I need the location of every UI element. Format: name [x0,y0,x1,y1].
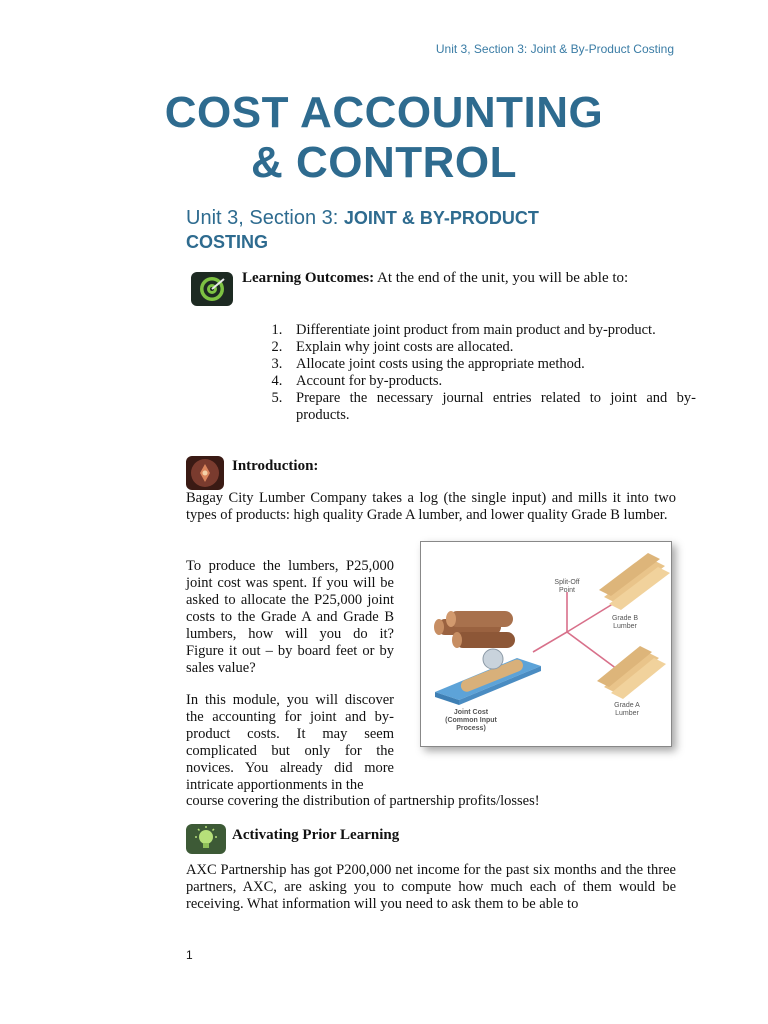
learning-outcomes-line [242,270,628,287]
joint-cost-figure [420,541,672,747]
split-off-label-1: Split-Off [554,579,580,586]
learning-outcomes-label: Learning Outcomes: [242,270,375,286]
introduction-heading: Introduction: [232,458,319,474]
list-item: 1. Differentiate joint product from main product and by-product. [286,322,696,339]
intro-paragraph-3: In this module, you will discover the accounting for joint and by-product costs. It may seem complicated but only for the novices. You already did more intricate apportionments in the [186,692,394,793]
list-item: 5. Prepare the necessary journal entries related to joint and by-products. [286,390,696,424]
introduction-icon [186,456,224,490]
list-item: 3. Allocate joint costs using the appropriate method. [286,356,696,373]
activating-paragraph: AXC Partnership has got P200,000 net income for the past six months and the three partners, AXC, are asking you to compute how much each of them would be receiving. What information will you need to ask them to be able to [186,862,676,912]
grade-b-label-2: Lumber [613,623,637,630]
intro-paragraph-1: Bagay City Lumber Company takes a log (the single input) and mills it into two types of products: high quality Grade A lumber, and lower quality Grade B lumber. [186,490,676,523]
page-title [0,88,768,188]
subtitle-bold-1: JOINT & BY-PRODUCT [343,208,539,228]
lightbulb-icon [186,824,226,854]
title-line-1: COST ACCOUNTING [164,88,604,137]
running-header: Unit 3, Section 3: Joint & By-Product Costing [435,42,674,56]
list-item: 4. Account for by-products. [286,373,696,390]
joint-cost-label-1: Joint Cost [453,709,489,716]
grade-b-label-1: Grade B [611,615,639,622]
section-subtitle [186,206,686,254]
learning-outcomes-text: At the end of the unit, you will be able to: [374,270,629,286]
intro-paragraph-3-end: course covering the distribution of partnership profits/losses! [186,793,540,809]
list-item: 2. Explain why joint costs are allocated. [286,339,696,356]
joint-cost-diagram [421,542,671,746]
title-line-2: & CONTROL [250,138,518,187]
outcomes-list [268,322,696,424]
grade-a-lumber-illustration [597,646,666,699]
grade-b-lumber-illustration [599,553,670,610]
target-icon [191,272,233,306]
subtitle-bold-2: COSTING [186,232,269,252]
grade-a-label-2: Lumber [615,710,639,717]
sawmill-illustration [435,649,541,705]
logs-illustration [434,611,515,648]
page-number: 1 [186,948,193,962]
subtitle-prefix: Unit 3, Section 3: [186,207,344,229]
activating-prior-learning-heading: Activating Prior Learning [232,827,400,843]
split-lines [533,592,621,672]
intro-paragraph-2: To produce the lumbers, P25,000 joint cost was spent. If you will be asked to allocate the P25,000 joint costs to the Grade A and Grade B lumbers, how will you do it? Figure it out – by board feet or by sales value? [186,558,394,676]
joint-cost-label-3: Process) [456,725,486,732]
grade-a-label-1: Grade A [614,702,640,709]
joint-cost-label-2: (Common Input [445,717,497,724]
split-off-label-2: Point [559,587,575,594]
